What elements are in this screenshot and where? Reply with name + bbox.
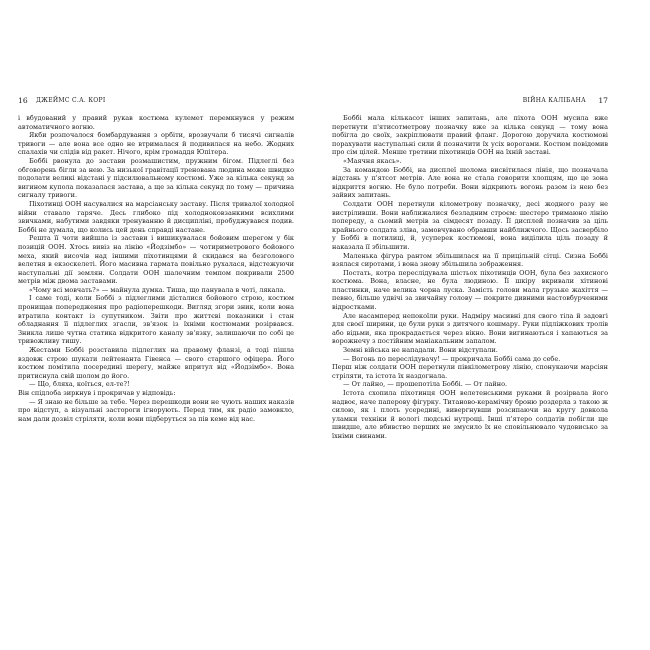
paragraph: Він спідлоба зиркнув і прокричав у відповідь:: [18, 389, 176, 397]
left-page-body: [18, 114, 294, 423]
left-page-number: 16: [18, 96, 28, 105]
paragraph: «Чому всі мовчать?» — майнула думка. Тиша, що панувала в чоті, лякала.: [29, 285, 286, 294]
paragraph: Перш ніж солдати ООН перетнули півкілометрову лінію, спонукаючи марсіян стріляти, та істота їх наздогнала.: [332, 363, 608, 380]
paragraph: і вбудований у правий рукав костюма кулемет перемкнувся у режим автоматичного вогню.: [18, 114, 294, 131]
paragraph: Жестами Боббі розставила підлеглих на правому фланзі, а тоді пішла вздовж строю шукати лейтенанта Гівенса — свого старшого офіцера. Його костюм помітила посередині шерегу, майже впритул від «Йодзімбо». Вона притиснула свій шолом до його.: [18, 346, 294, 380]
paragraph: І саме тоді, коли Боббі з підлеглими дісталися бойового строю, костюм пронищав попередження про радіоперешкоди. Вигляд згори зник, коли вона втратила контакт із супутником. Звіти про життєві показники і стан обладнання її підлеглих згасли, зв'язок із їхніми костюмами розірвався. Зникла лише чутна статика відкритого каналу зв'язку, залишаючи по собі це тривожливу тишу.: [18, 294, 294, 346]
paragraph: Боббі мала кількасот інших запитань, але піхота ООН мусила вже перетнути п'ятисотметрову позначку вже за кілька секунд — тому вона побігла до своїх, закріплювати правий фланг. Дорогою доручила костюмові порахувати наступальні сили й позначити їх усіх ворогами. Костюм повідомив про сім цілей. Менше третини піхотинців ООН на їхній заставі.: [332, 114, 608, 157]
paragraph: — От лайно, — прошепотіла Боббі. — От лайно.: [343, 380, 508, 389]
paragraph: «Маячня якась».: [343, 156, 402, 165]
right-running-head: ВІЙНА КАЛІБАНА: [522, 97, 586, 104]
paragraph: Маленька фігура рантом збільшилася на її прицільній сітці. Сизна Боббі взялася сиротами, і вона знову збільшила зображення.: [332, 251, 608, 269]
paragraph: — Що, бляха, коїться, ел-те?!: [29, 380, 130, 389]
paragraph: Земні війська не нападали. Вони відступали.: [343, 346, 498, 355]
left-running-head: ДЖЕЙМС С.А. КОРІ: [36, 97, 106, 104]
paragraph: Якби розпочалося бомбардування з орбіти, врозвучали б тисячі сигналів тривоги — але вона все одно не втрималася й подивилася на небо. Жодних спалахів чи слідів від ракет. Нічого, крім громаддя Юпітера.: [18, 131, 294, 157]
paragraph: Солдати ООН перетнули кілометрову позначку, десі жодного разу не вистріливши. Вони наближалися безладним строєм: шестеро тримаюно лінію попереду, а сьомий метрів за сімдесят позаду. Її дисплей позначив за ціль крайнього солдата зліва, замовчувано обравши найближчого. Щось засвербіло у Боббі в потилиці, й, усуперек костюмові, вона виділила ціль позаду й наказала її збільшити.: [332, 199, 608, 251]
paragraph: За командою Боббі, на дисплеї шолома висвітилася лінія, що позначала відстань у п'ятсот метрів. Але вона не стала говорити хлопцям, що це зона відкриття вогню. Не було потреби. Вони відкриють вогонь разом із нею без зайвих запитань.: [332, 165, 608, 200]
paragraph: Решта її чоти вийшла із застави і вишикувалася бойовим шерегом у бік позицій ООН. Хтось вивіз на лінію «Йодзімбо» — чотириметрового бойового меха, який височів над іншими піхотинцями й скидався на безголового велетня в екзоскелеті. Його масивна гармата повільно рухалася, відстежуючи наступальні дії землян. Солдати ООН шалечним темпом покривали 2500 метрів між двома заставами.: [18, 234, 294, 286]
paragraph: Але насамперед непокоїли руки. Надміру масивні для свого тіла й задовгі для своєї ширини, це були руки з дитячого кошмару. Руки підліжкових тролів або відьми, яка прокрадається через вікно. Вони вигинаються і хапаються за ворожнечу з постійним маніакальним запалом.: [332, 311, 608, 346]
paragraph: Боббі рвонула до застави розмашистим, пружним бігом. Підлеглі без обговорень бігли за нею. За низької гравітації тренована людина може швидко подолати великі відстані у підсилювальному костюмі. Уже за кілька секунд за вигином купола показалася застава, а ще за кілька секунд по тому — причина сигналу тривоги.: [18, 156, 294, 200]
paragraph: — Вогонь по переслідувачу! — прокричала Боббі сама до себе.: [343, 354, 561, 363]
paragraph: Постать, котра переслідувала шістьох піхотинців ООН, була без захисного костюма. Вона, власне, не була людиною. Її шкіру вкривали хітинові пластинки, наче велика чорна луска. Замість голови мала грузьке жахіття — певно, більше удвічі за звичайну голову — покрите дивними настовбурченими відростками.: [332, 268, 608, 312]
paragraph: Істота схопила піхотинця ООН велетенськими руками й розірвала його надвоє, наче паперову фігурку. Титаново-керамічну броню роздерла з такою ж силою, як і плоть усередині, вивергнувши розсипаючи на кругу довкола уламки техніки й вологі людські нутрощі. Інші п'ятеро солдатів побігли ще швидше, але вбивство перших не змусило їх не сповільнювало чудовисько за їхніми свинами.: [332, 389, 608, 440]
right-page-header: [332, 96, 608, 106]
left-page-header: [18, 96, 294, 106]
paragraph: Піхотинці ООН насувалися на марсіанську заставу. Після тривалої холодної війни ставало гаряче. Десь глибоко під холодноковзанкими всихлими звичками, набутими завдяки тренуванню й дисципліні, пробуджувався подив. Боббі не думала, що колись цей день справді настане.: [18, 199, 294, 234]
right-page-body: [332, 114, 608, 441]
right-page-number: 17: [598, 96, 608, 105]
paragraph: — Я знаю не більше за тебе. Через перешкоди вони не чують наших наказів про відступ, а візуальні застороги ігнорують. Перед тим, як радіо замовкло, нам дали дозвіл стріляти, коли вони підберуться за пів кеме від нас.: [18, 397, 294, 423]
